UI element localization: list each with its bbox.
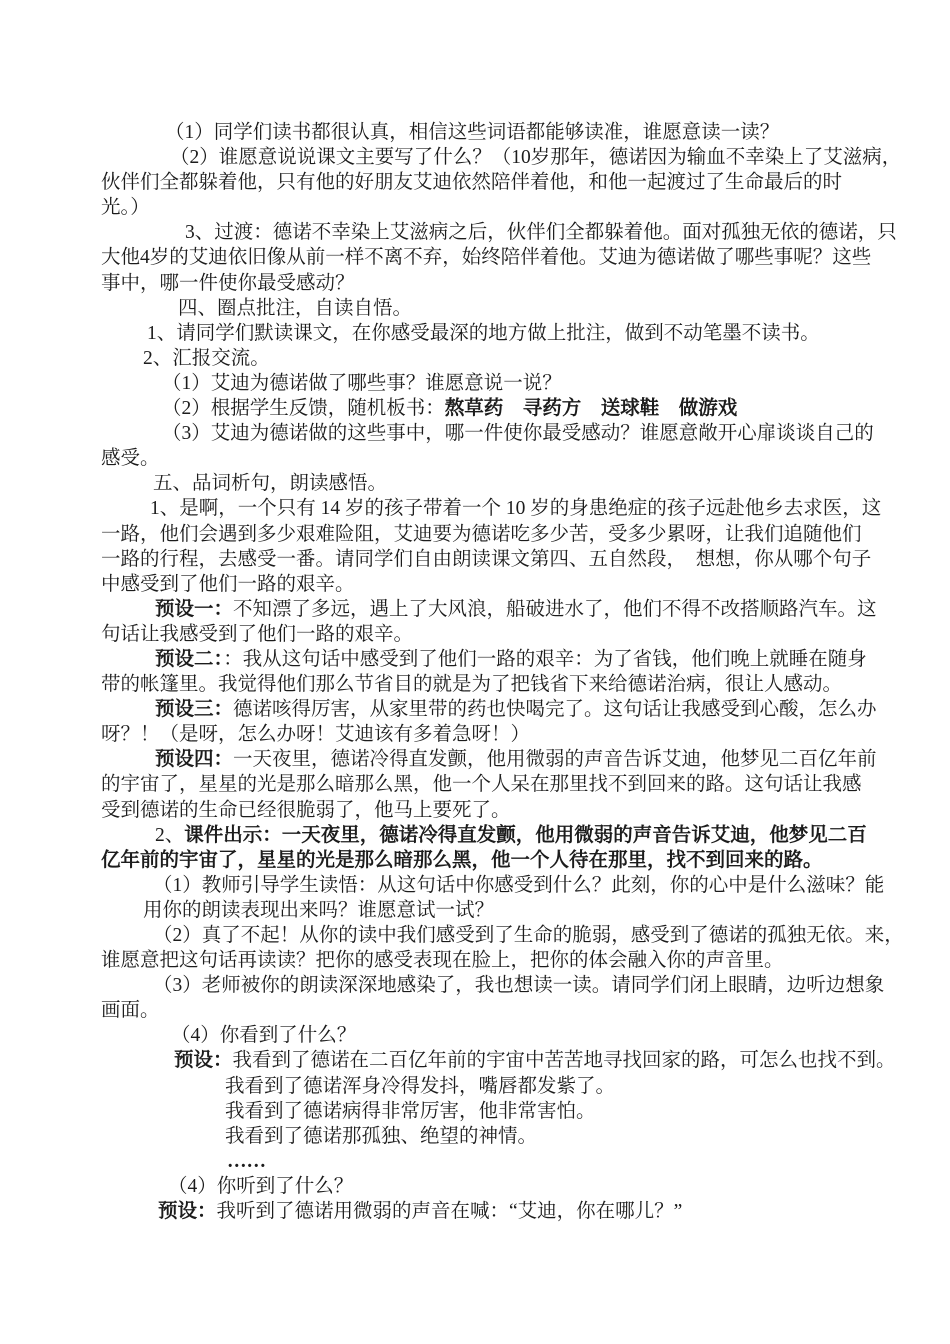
text-segment: 1、是啊，一个只有 14 岁的孩子带着一个 10 岁的身患绝症的孩子远赴他乡去求医，这 xyxy=(150,498,882,520)
bold-text-segment: 熬草药 寻药方 送球鞋 做游戏 xyxy=(444,398,738,420)
text-line xyxy=(101,848,901,873)
text-segment: 的宇宙了，星星的光是那么暗那么黑，他一个人呆在那里找不到回来的路。这句话让我感 xyxy=(101,774,862,796)
text-line xyxy=(101,647,901,672)
text-line xyxy=(101,170,901,195)
text-line xyxy=(101,772,901,797)
text-segment: （3）艾迪为德诺做的这些事中，哪一件使你最受感动？谁愿意敞开心扉谈谈自己的 xyxy=(162,423,874,445)
text-segment: 一天夜里，德诺冷得直发颤，他用微弱的声音告诉艾迪，他梦见二百亿年前 xyxy=(233,749,877,771)
text-segment: 带的帐篷里。我觉得他们那么节省目的就是为了把钱省下来给德诺治病，很让人感动。 xyxy=(101,674,843,696)
text-line xyxy=(101,496,901,521)
text-segment: （1）艾迪为德诺做了哪些事？谁愿意说一说？ xyxy=(162,372,562,394)
text-segment: （1）同学们读书都很认真，相信这些词语都能够读准，谁愿意读一读？ xyxy=(165,122,780,143)
text-line xyxy=(101,446,901,471)
text-segment: （2）谁愿意说说课文主要写了什么？（10岁那年，德诺因为输血不幸染上了艾滋病， xyxy=(170,147,902,169)
text-line xyxy=(101,547,901,572)
text-segment: 一路的行程，去感受一番。请同学们自由朗读课文第四、五自然段， 想想，你从哪个句子 xyxy=(101,548,872,570)
text-line xyxy=(101,120,901,145)
text-line xyxy=(101,421,901,446)
text-line xyxy=(101,923,904,948)
text-line xyxy=(101,898,901,923)
text-line xyxy=(101,396,901,421)
text-line xyxy=(101,823,901,848)
text-segment: （2）根据学生反馈，随机板书： xyxy=(162,398,445,420)
document-body xyxy=(101,120,904,1224)
bold-text-segment: 课件出示：一天夜里，德诺冷得直发颤，他用微弱的声音告诉艾迪，他梦见二百 xyxy=(184,824,867,846)
bold-text-segment: …… xyxy=(227,1150,266,1172)
text-segment: 德诺咳得厉害，从家里带的药也快喝完了。这句话让我感受到心酸，怎么办 xyxy=(233,699,877,721)
text-line xyxy=(101,346,901,371)
text-segment: 我听到了德诺用微弱的声音在喊：“艾迪，你在哪儿？” xyxy=(216,1201,683,1223)
text-segment: 伙伴们全都躲着他，只有他的好朋友艾迪依然陪伴着他，和他一起渡过了生命最后的时 xyxy=(101,172,843,194)
text-segment: 五、品词析句，朗读感悟。 xyxy=(153,473,388,495)
text-line xyxy=(101,195,901,220)
text-segment: 呀？！（是呀，怎么办呀！艾迪该有多着急呀！） xyxy=(101,724,531,746)
text-line xyxy=(101,697,901,722)
text-segment: 四、圈点批注，自读自悟。 xyxy=(178,297,413,319)
text-segment: 感受。 xyxy=(101,448,160,470)
text-segment: 一路，他们会遇到多少艰难险阻，艾迪要为德诺吃多少苦，受多少累呀，让我们追随他们 xyxy=(101,523,862,545)
text-segment: 2、 xyxy=(155,824,185,846)
text-line xyxy=(101,873,901,898)
text-line xyxy=(101,722,901,747)
text-line xyxy=(101,1048,901,1073)
text-line xyxy=(101,1023,901,1048)
text-line xyxy=(101,522,901,547)
text-line xyxy=(101,1174,901,1199)
text-line xyxy=(101,747,901,772)
text-segment: 1、请同学们默读课文，在你感受最深的地方做上批注，做到不动笔墨不读书。 xyxy=(147,322,820,344)
bold-text-segment: 亿年前的宇宙了，星星的光是那么暗那么黑，他一个人待在那里，找不到回来的路。 xyxy=(101,849,823,871)
text-line xyxy=(101,321,901,346)
text-line xyxy=(101,245,901,270)
bold-text-segment: 预设三： xyxy=(155,699,234,721)
text-line xyxy=(101,1199,901,1224)
text-line xyxy=(101,572,901,597)
text-line xyxy=(101,672,901,697)
text-line xyxy=(101,471,901,496)
text-line xyxy=(101,220,901,245)
text-line xyxy=(101,145,901,170)
bold-text-segment: 预设四： xyxy=(155,749,234,771)
bold-text-segment: 预设二： xyxy=(155,648,224,670)
text-line xyxy=(101,1074,901,1099)
text-segment: ：我从这句话中感受到了他们一路的艰辛：为了省钱，他们晚上就睡在随身 xyxy=(223,648,867,670)
text-line xyxy=(101,1124,901,1149)
text-segment: （1）教师引导学生读悟：从这句话中你感受到什么？此刻，你的心中是什么滋味？能 xyxy=(153,874,885,896)
text-line xyxy=(101,622,901,647)
text-line xyxy=(101,271,901,296)
bold-text-segment: 预设： xyxy=(174,1050,233,1072)
text-segment: 3、过渡：德诺不幸染上艾滋病之后，伙伴们全都躲着他。面对孤独无依的德诺，只 xyxy=(185,222,897,244)
text-segment: 句话让我感受到了他们一路的艰辛。 xyxy=(101,623,414,645)
text-segment: （3）老师被你的朗读深深地感染了，我也想读一读。请同学们闭上眼睛，边听边想象 xyxy=(153,975,885,997)
text-segment: 用你的朗读表现出来吗？谁愿意试一试？ xyxy=(143,899,495,921)
text-segment: 2、汇报交流。 xyxy=(143,347,270,369)
text-line xyxy=(101,973,901,998)
bold-text-segment: 预设： xyxy=(158,1201,217,1223)
text-line xyxy=(101,597,901,622)
text-segment: （4）你听到了什么？ xyxy=(168,1175,354,1197)
text-line xyxy=(101,948,901,973)
text-segment: 我看到了德诺那孤独、绝望的神情。 xyxy=(225,1125,538,1147)
text-segment: 我看到了德诺在二百亿年前的宇宙中苦苦地寻找回家的路，可怎么也找不到。 xyxy=(232,1050,896,1072)
text-line xyxy=(101,798,901,823)
text-segment: 受到德诺的生命已经很脆弱了，他马上要死了。 xyxy=(101,799,511,821)
text-segment: 中感受到了他们一路的艰辛。 xyxy=(101,573,355,595)
text-segment: 我看到了德诺浑身冷得发抖，嘴唇都发紫了。 xyxy=(225,1075,616,1097)
text-segment: （4）你看到了什么？ xyxy=(171,1025,357,1047)
text-segment: 谁愿意把这句话再读读？把你的感受表现在脸上，把你的体会融入你的声音里。 xyxy=(101,950,784,972)
text-segment: （2）真了不起！从你的读中我们感受到了生命的脆弱，感受到了德诺的孤独无依。来， xyxy=(153,925,904,946)
text-segment: 画面。 xyxy=(101,1000,160,1022)
text-segment: 我看到了德诺病得非常厉害，他非常害怕。 xyxy=(225,1100,596,1122)
text-segment: 不知漂了多远，遇上了大风浪，船破进水了，他们不得不改搭顺路汽车。这 xyxy=(233,598,877,620)
text-segment: 光。） xyxy=(101,197,150,219)
text-line xyxy=(101,371,901,396)
text-line xyxy=(101,296,901,321)
text-segment: 事中，哪一件使你最受感动？ xyxy=(101,272,355,294)
bold-text-segment: 预设一： xyxy=(155,598,234,620)
text-line xyxy=(101,1099,901,1124)
text-segment: 大他4岁的艾迪依旧像从前一样不离不弃，始终陪伴着他。艾迪为德诺做了哪些事呢？这些 xyxy=(101,247,872,269)
text-line xyxy=(101,998,901,1023)
text-line xyxy=(101,1149,901,1174)
